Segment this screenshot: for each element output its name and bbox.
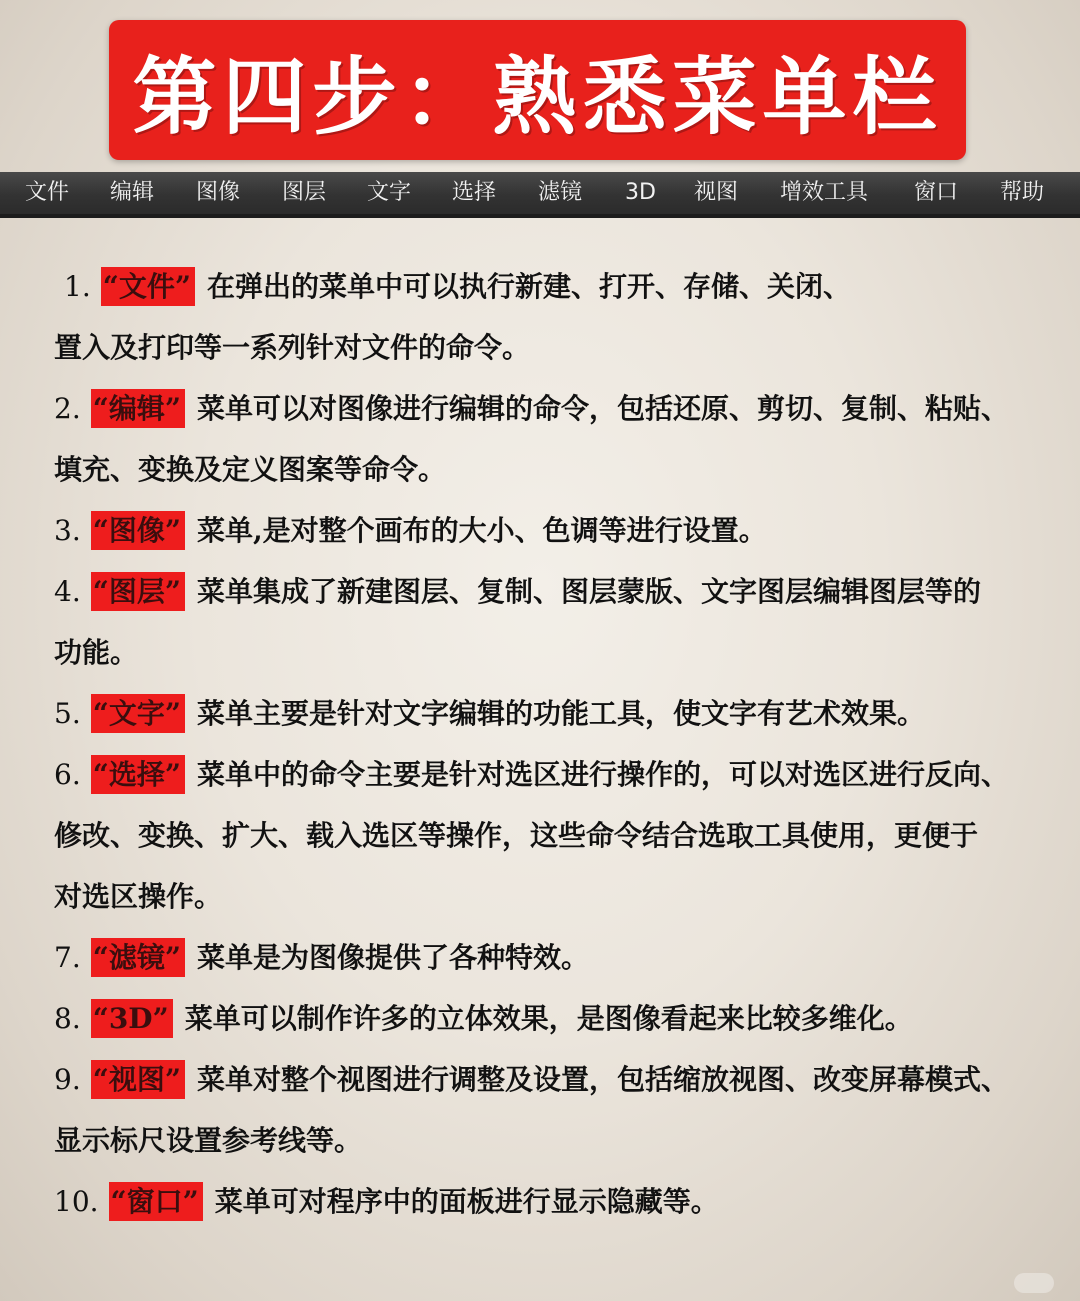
menu-3d[interactable]: 3D xyxy=(625,180,656,205)
item-tag: “窗口” xyxy=(109,1182,203,1221)
list-item-continuation: 修改、变换、扩大、载入选区等操作，这些命令结合选取工具使用，更便于 xyxy=(54,819,979,852)
menu-bar xyxy=(0,172,1080,218)
list-item-continuation: 对选区操作。 xyxy=(54,880,223,913)
item-number: 2. xyxy=(54,392,81,425)
menu-help[interactable]: 帮助 xyxy=(1000,180,1045,205)
item-text: 菜单集成了新建图层、复制、图层蒙版、文字图层编辑图层等的 xyxy=(196,575,981,608)
menu-type[interactable]: 文字 xyxy=(367,180,412,205)
page-title: 第四步：熟悉菜单栏 xyxy=(132,47,943,146)
menu-window[interactable]: 窗口 xyxy=(914,180,959,205)
list-item xyxy=(54,927,1072,988)
item-tag: “图像” xyxy=(91,511,185,550)
list-item-continuation: 置入及打印等一系列针对文件的命令。 xyxy=(54,331,531,364)
item-tag: “3D” xyxy=(91,999,173,1038)
list-item xyxy=(54,988,1072,1049)
item-tag: “视图” xyxy=(91,1060,185,1099)
menu-edit[interactable]: 编辑 xyxy=(110,180,155,205)
item-tag: “滤镜” xyxy=(91,938,185,977)
item-text: 菜单是为图像提供了各种特效。 xyxy=(196,941,589,974)
item-number: 5. xyxy=(54,697,81,730)
item-number: 9. xyxy=(54,1063,81,1096)
list-item xyxy=(54,1049,1072,1110)
item-number: 8. xyxy=(54,1002,81,1035)
list-item-continuation: 显示标尺设置参考线等。 xyxy=(54,1124,363,1157)
menu-plugins[interactable]: 增效工具 xyxy=(780,180,869,205)
item-number: 6. xyxy=(54,758,81,791)
item-text: 在弹出的菜单中可以执行新建、打开、存储、关闭、 xyxy=(206,270,851,303)
item-text: 菜单对整个视图进行调整及设置，包括缩放视图、改变屏幕模式、 xyxy=(196,1063,1009,1096)
item-tag: “选择” xyxy=(91,755,185,794)
list-item-continuation: 功能。 xyxy=(54,636,139,669)
menu-descriptions xyxy=(54,256,1072,1232)
item-number: 3. xyxy=(54,514,81,547)
menu-select[interactable]: 选择 xyxy=(452,180,497,205)
item-number: 4. xyxy=(54,575,81,608)
item-tag: “文件” xyxy=(101,267,195,306)
menu-view[interactable]: 视图 xyxy=(694,180,739,205)
list-item xyxy=(54,378,1072,439)
list-item xyxy=(54,744,1072,805)
item-number: 10. xyxy=(54,1185,99,1218)
list-item xyxy=(54,500,1072,561)
menu-filter[interactable]: 滤镜 xyxy=(538,180,583,205)
menu-image[interactable]: 图像 xyxy=(196,180,241,205)
title-banner xyxy=(109,20,966,160)
menu-layer[interactable]: 图层 xyxy=(282,180,327,205)
item-tag: “文字” xyxy=(91,694,185,733)
item-number: 1. xyxy=(64,270,91,303)
list-item-continuation: 填充、变换及定义图案等命令。 xyxy=(54,453,447,486)
item-text: 菜单可以制作许多的立体效果，是图像看起来比较多维化。 xyxy=(184,1002,913,1035)
item-tag: “编辑” xyxy=(91,389,185,428)
menu-file[interactable]: 文件 xyxy=(25,180,70,205)
list-item xyxy=(54,683,1072,744)
list-item xyxy=(54,1171,1072,1232)
item-text: 菜单,是对整个画布的大小、色调等进行设置。 xyxy=(196,514,767,547)
list-item xyxy=(54,561,1072,622)
item-number: 7. xyxy=(54,941,81,974)
item-text: 菜单可对程序中的面板进行显示隐藏等。 xyxy=(214,1185,719,1218)
item-tag: “图层” xyxy=(91,572,185,611)
list-item xyxy=(54,256,1072,317)
watermark-badge xyxy=(1014,1273,1054,1293)
item-text: 菜单中的命令主要是针对选区进行操作的，可以对选区进行反向、 xyxy=(196,758,1009,791)
item-text: 菜单主要是针对文字编辑的功能工具，使文字有艺术效果。 xyxy=(196,697,925,730)
item-text: 菜单可以对图像进行编辑的命令，包括还原、剪切、复制、粘贴、 xyxy=(196,392,1009,425)
